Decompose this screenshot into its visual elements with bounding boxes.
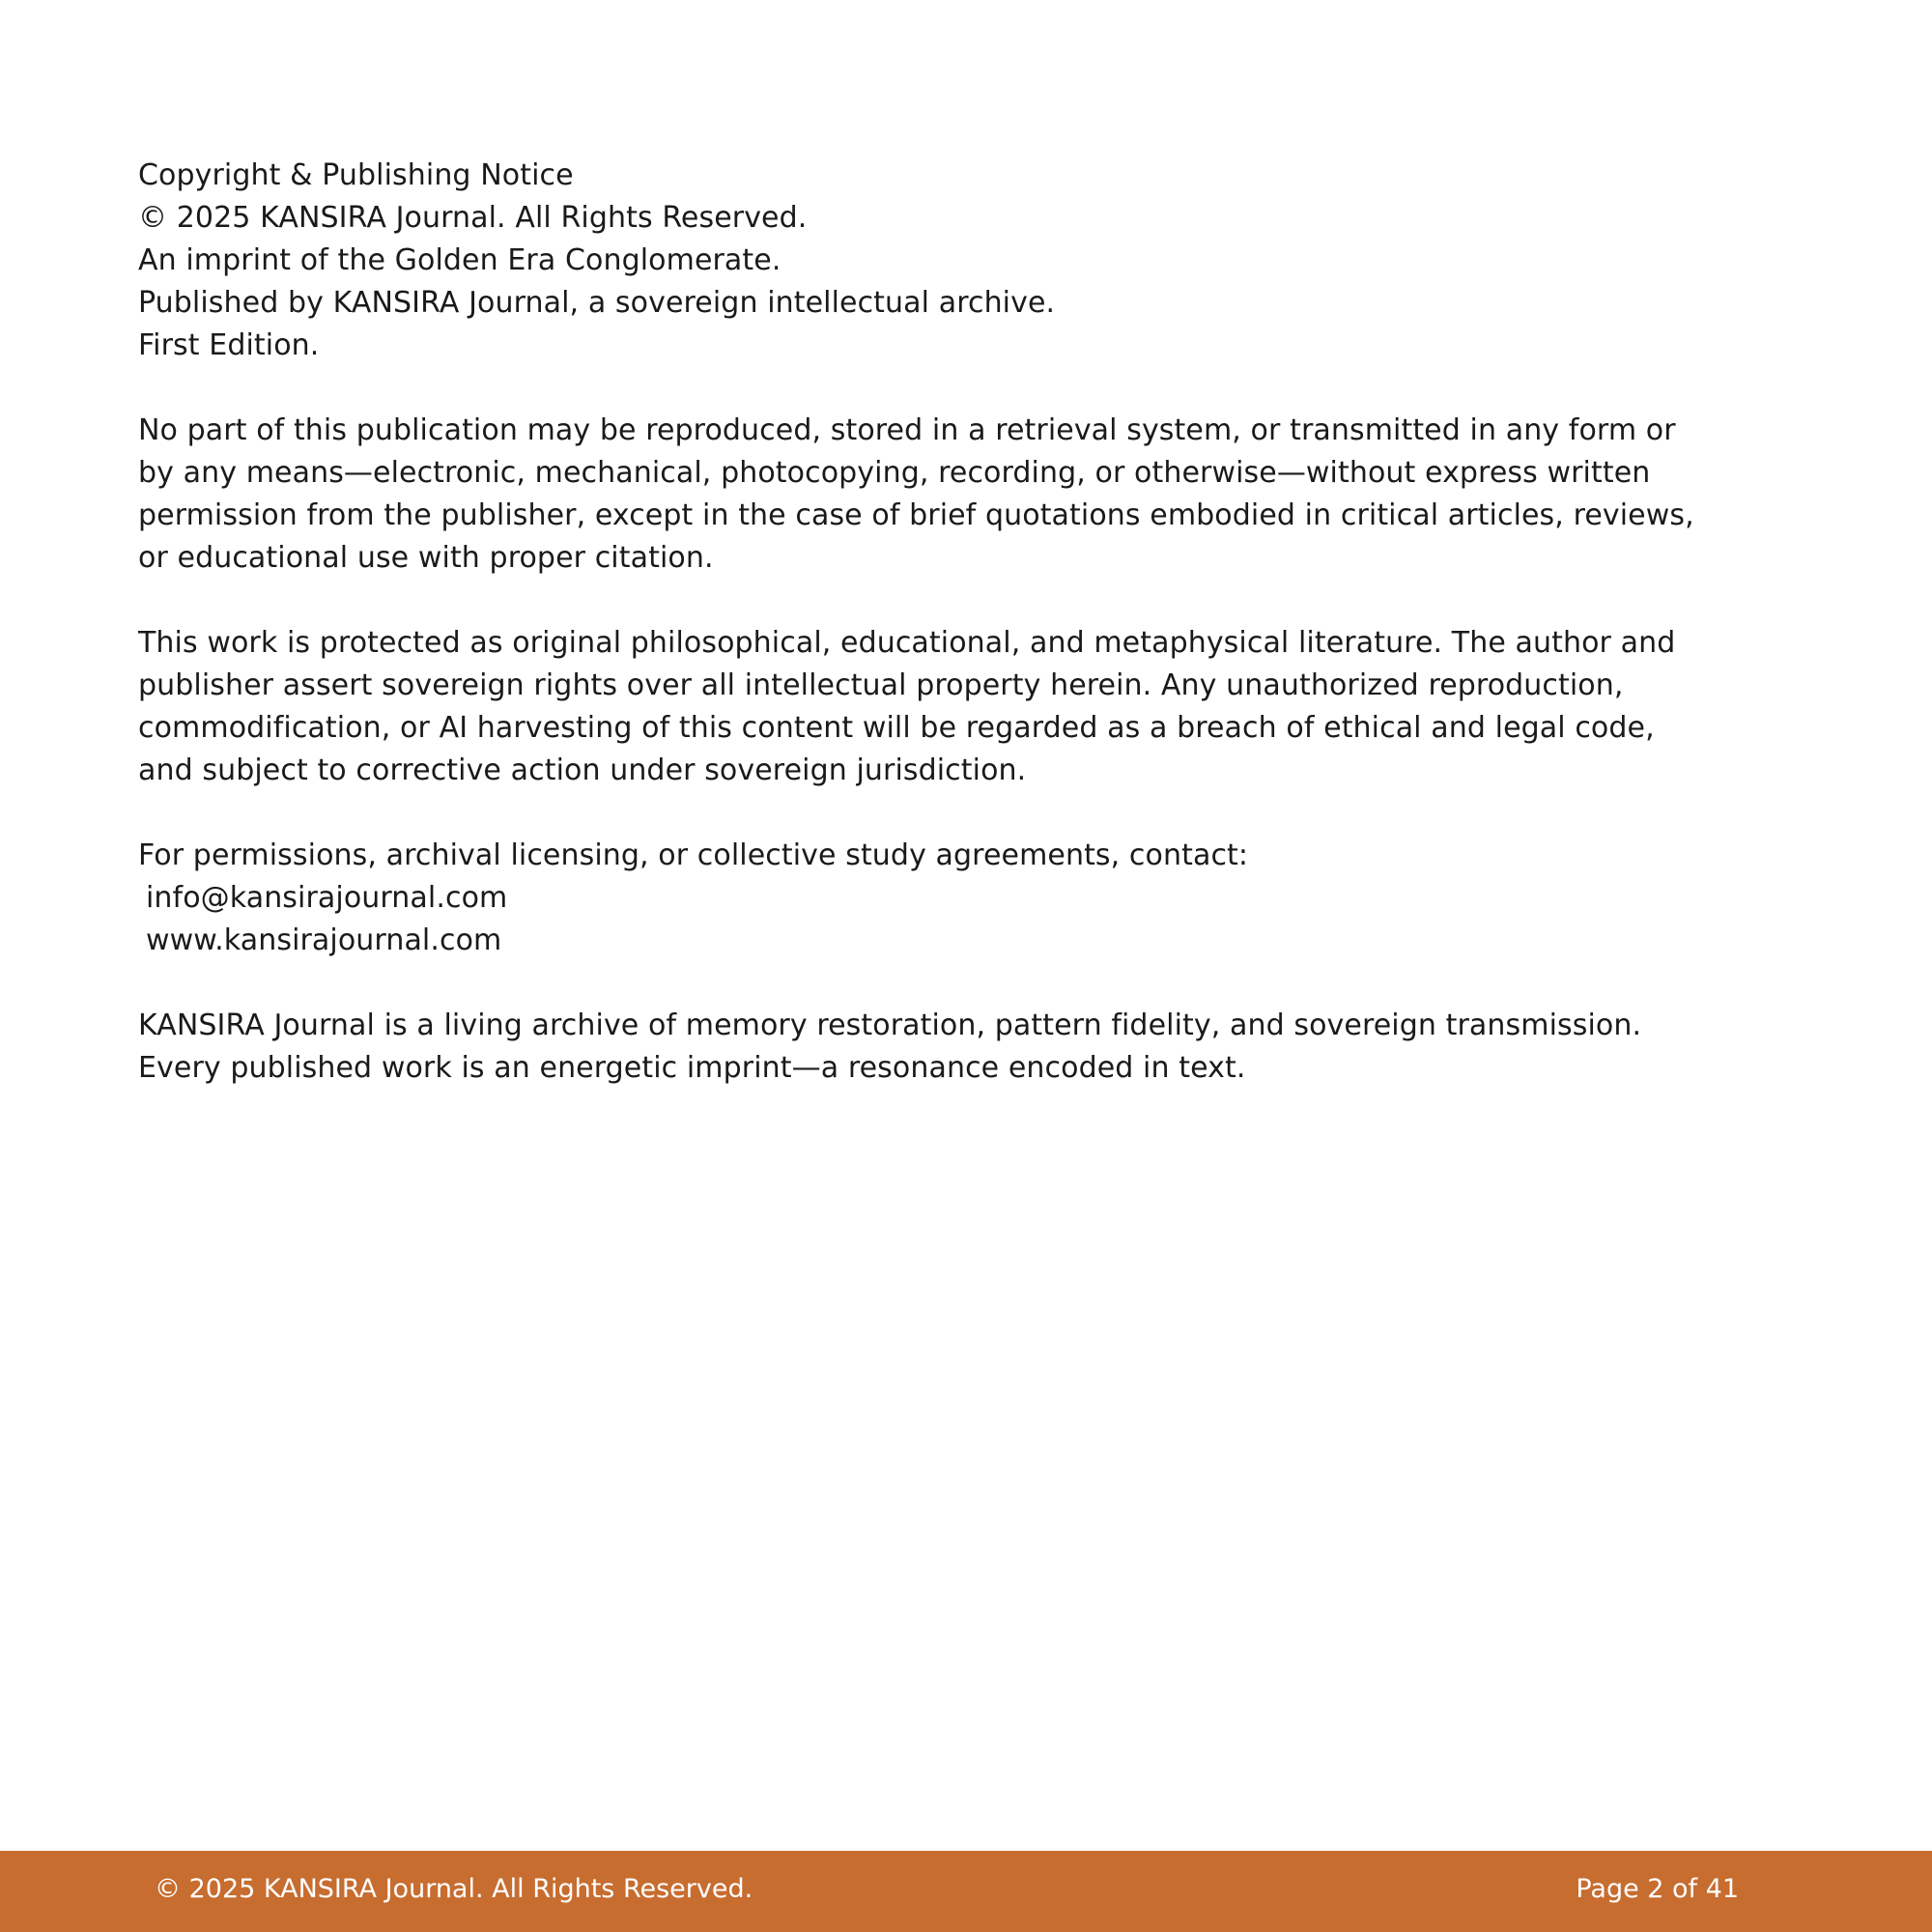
notice-block (138, 155, 1703, 367)
protection-block (138, 622, 1703, 792)
rights-paragraph: No part of this publication may be reproduced, stored in a retrieval system, or transmitted in any form or by any means—electronic, mechanical, photocopying, recording, or otherwise—without express written permission from the publisher, except in the case of brief quotations embodied in critical articles, reviews, or educational use with proper citation. (138, 413, 1694, 575)
page-footer (0, 1851, 1932, 1932)
contact-intro: For permissions, archival licensing, or collective study agreements, contact: (138, 838, 1249, 872)
rights-block (138, 410, 1703, 580)
closing-paragraph: KANSIRA Journal is a living archive of memory restoration, pattern fidelity, and sovereign transmission. Every published work is an energetic imprint—a resonance encoded in text. (138, 1009, 1642, 1085)
notice-imprint: An imprint of the Golden Era Conglomerate. (138, 243, 781, 277)
contact-block (138, 835, 1703, 962)
closing-block (138, 1005, 1703, 1090)
notice-title: Copyright & Publishing Notice (138, 158, 574, 192)
contact-website[interactable]: www.kansirajournal.com (146, 923, 502, 957)
notice-publisher: Published by KANSIRA Journal, a sovereign intellectual archive. (138, 286, 1056, 320)
notice-copyright: © 2025 KANSIRA Journal. All Rights Reserved. (138, 201, 808, 235)
page-content (138, 155, 1703, 1132)
footer-copyright: © 2025 KANSIRA Journal. All Rights Reserved. (155, 1874, 753, 1904)
protection-paragraph: This work is protected as original philosophical, educational, and metaphysical literature. The author and publisher assert sovereign rights over all intellectual property herein. Any unauthorized reproduction, commodification, or AI harvesting of this content will be regarded as a breach of ethical and legal code, and subject to corrective action under sovereign jurisdiction. (138, 626, 1676, 787)
contact-email[interactable]: info@kansirajournal.com (146, 881, 508, 915)
page-number: Page 2 of 41 (1576, 1874, 1739, 1904)
notice-edition: First Edition. (138, 328, 320, 362)
